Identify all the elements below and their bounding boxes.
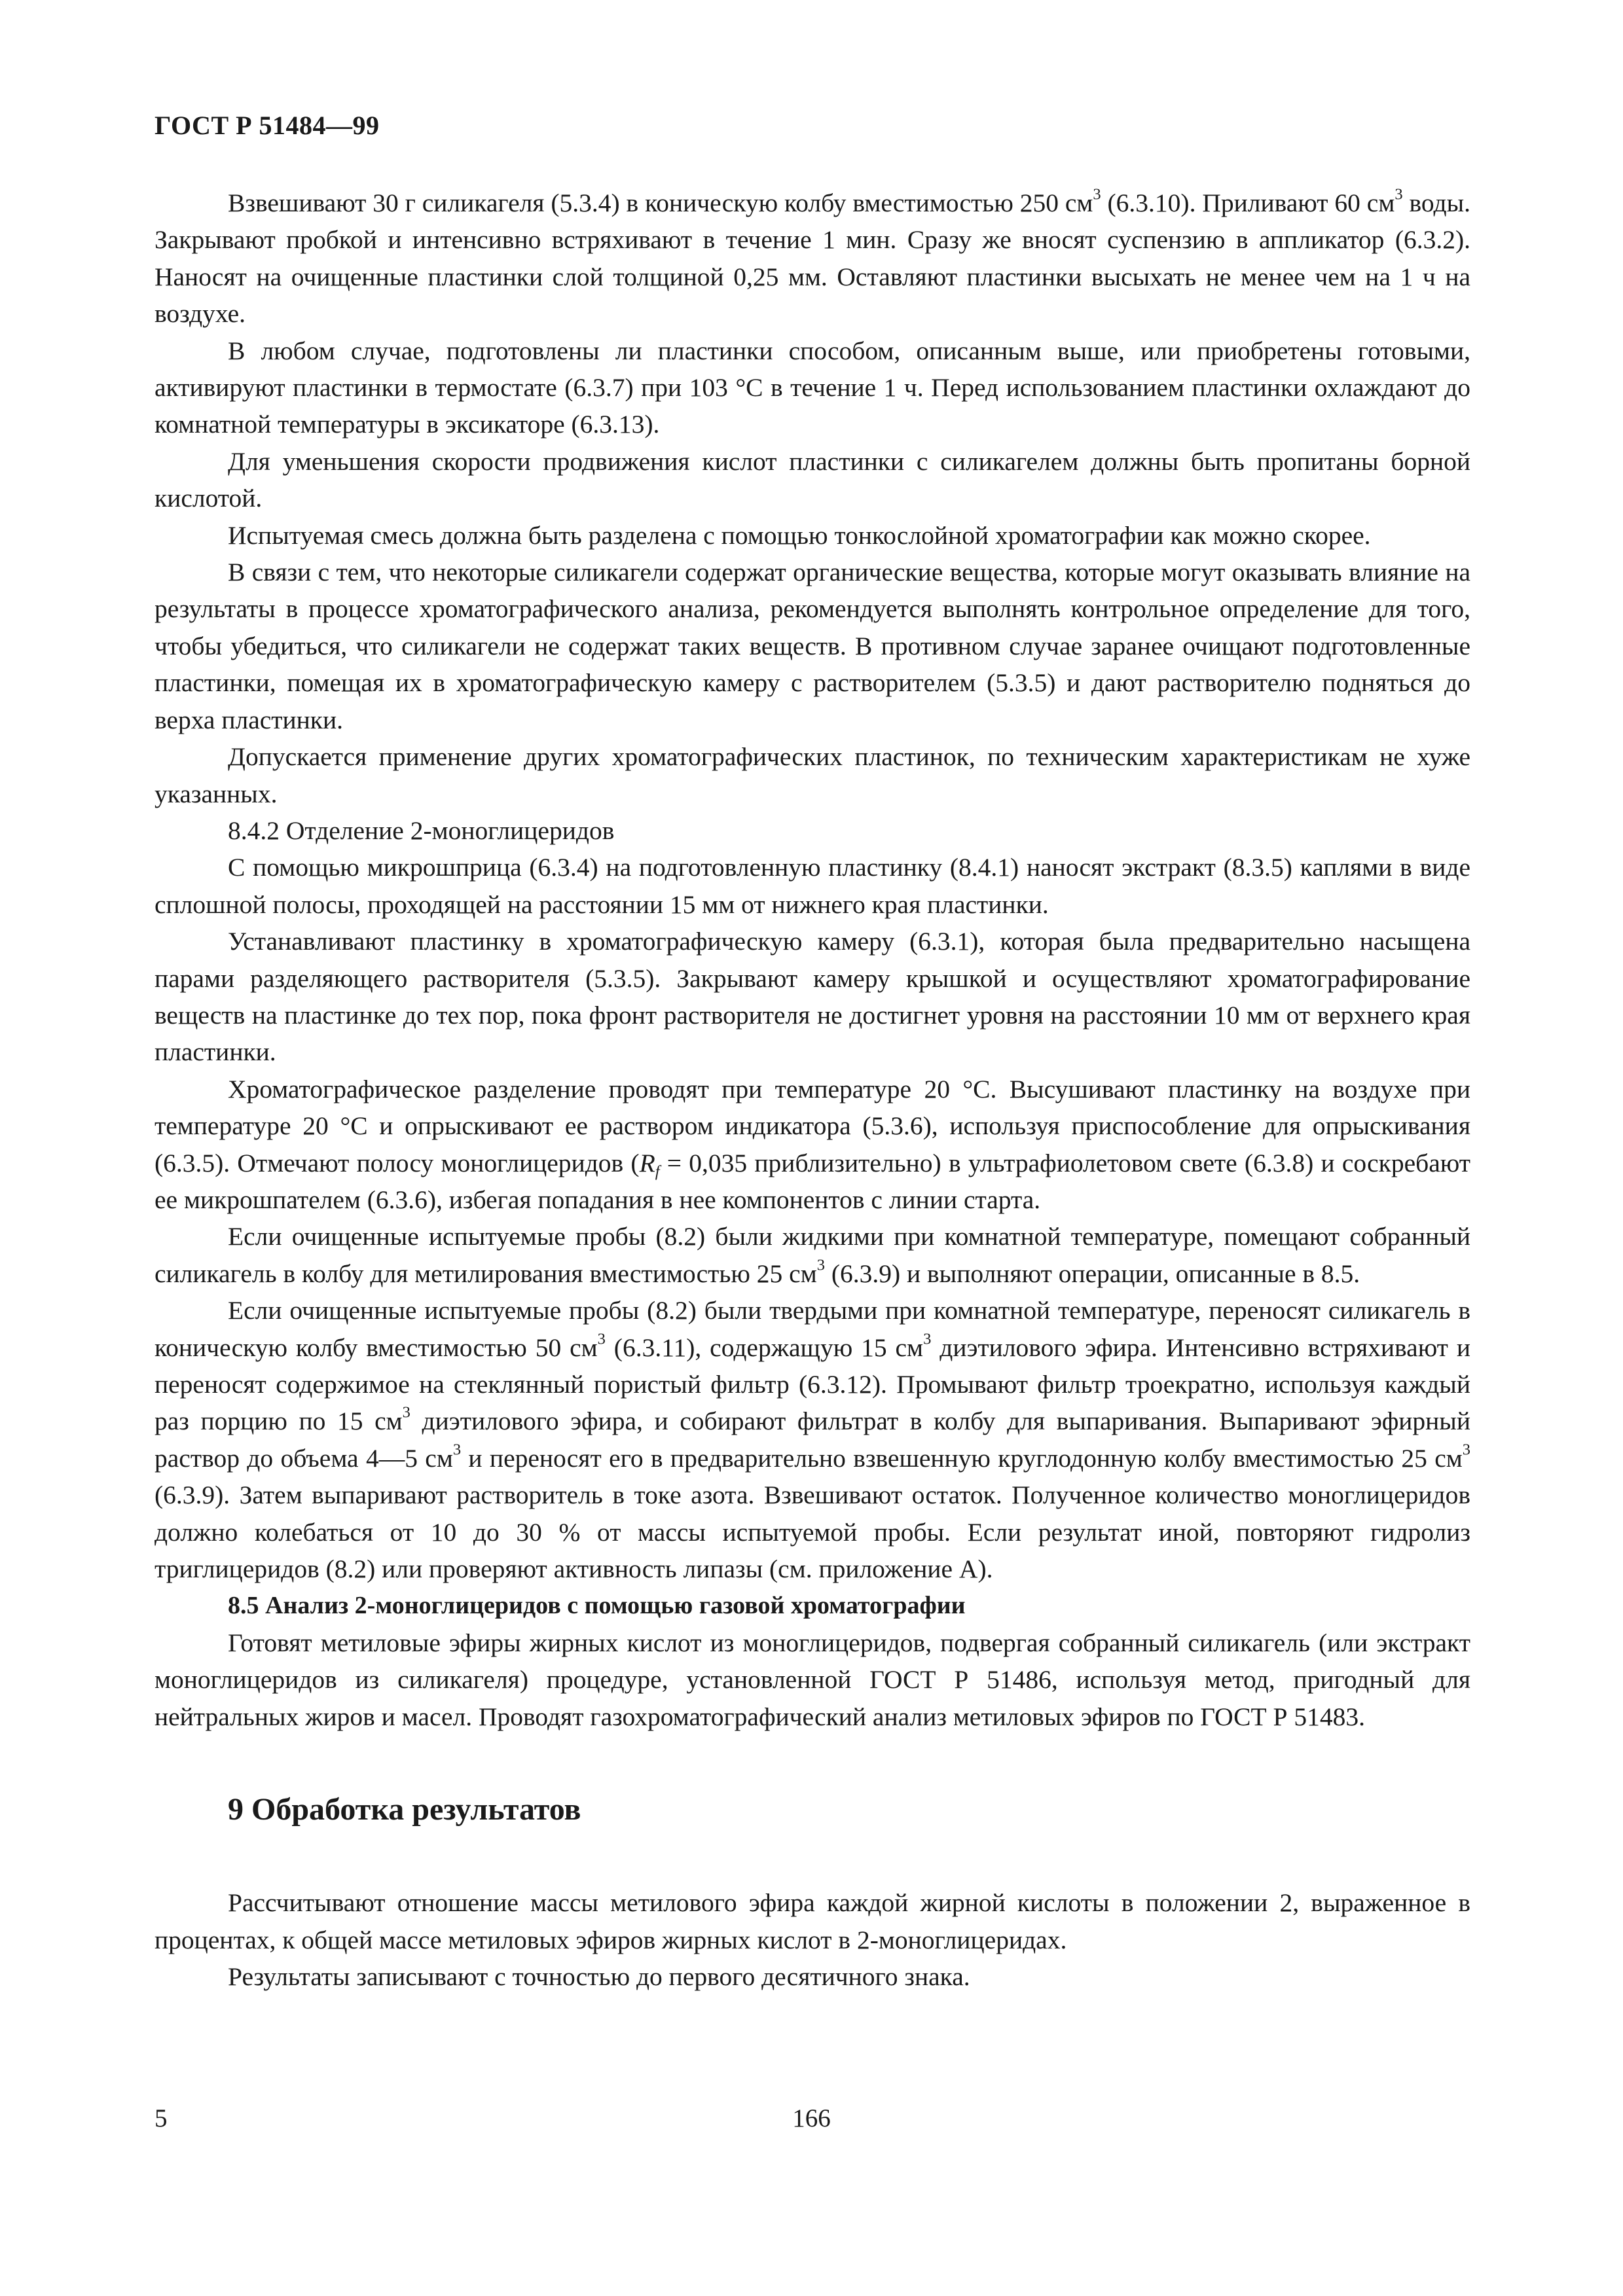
text-run: Хроматографическое разделение проводят при температуре 20 °С. Высушивают пластинку на воздухе при температуре 20 °С и опрыскивают ее раствором индикатора (5.3.6), используя приспособление для опрыскивания (6.3.5). Отмечают полосу моноглицеридов (: [155, 1074, 1470, 1177]
text-run: (6.3.10). Приливают 60 см: [1101, 188, 1395, 217]
paragraph: Рассчитывают отношение массы метилового эфира каждой жирной кислоты в положении 2, выраженное в процентах, к общей массе метиловых эфиров жирных кислот в 2-моноглицеридах.: [155, 1888, 1470, 1954]
paragraph: С помощью микрошприца (6.3.4) на подготовленную пластинку (8.4.1) наносят экстракт (8.3.5) каплями в виде сплошной полосы, проходящей на расстоянии 15 мм от нижнего края пластинки.: [155, 853, 1470, 919]
paragraph: В связи с тем, что некоторые силикагели содержат органические вещества, которые могут оказывать влияние на результаты в процессе хроматографического анализа, рекомендуется выполнять контрольное определение для того, чтобы убедиться, что силикагели не содержат таких веществ. В противном случае заранее очищают подготовленные пластинки, помещая их в хроматографическую камеру с растворителем (5.3.5) и дают растворителю подняться до верха пластинки.: [155, 558, 1470, 734]
rf-symbol: R: [639, 1148, 655, 1177]
paragraph: Испытуемая смесь должна быть разделена с помощью тонкослойной хроматографии как можно скорее.: [228, 520, 1371, 550]
superscript: 3: [597, 1330, 606, 1348]
text-run: (6.3.9). Затем выпаривают растворитель в токе азота. Взвешивают остаток. Полученное количество моноглицеридов должно колебаться от 10 до 30 % от массы испытуемой пробы. Если результат иной, повторяют гидролиз триглицеридов (8.2) или проверяют активность липазы (см. приложение А).: [155, 1480, 1470, 1584]
document-header: ГОСТ Р 51484—99: [155, 111, 380, 140]
page-number-center: 166: [792, 2104, 831, 2132]
subsection-heading-bold: 8.5 Анализ 2-моноглицеридов с помощью газовой хроматографии: [228, 1592, 966, 1620]
paragraph: Результаты записывают с точностью до первого десятичного знака.: [228, 1962, 970, 1992]
text-run: диэтилового эфира, и собирают фильтрат в колбу для выпаривания. Выпаривают эфирный раствор до объема 4—5 см: [155, 1407, 1470, 1473]
paragraph: [155, 1218, 1470, 1292]
text-run: диэтилового эфира. Интенсивно встряхивают и переносят содержимое на стеклянный пористый фильтр (6.3.12). Промывают фильтр троекратно, используя каждый раз порцию по 15 см: [155, 1333, 1470, 1436]
superscript: 3: [402, 1404, 410, 1422]
section-heading: 9 Обработка результатов: [228, 1792, 581, 1827]
superscript: 3: [816, 1256, 825, 1274]
text-run: воды. Закрывают пробкой и интенсивно встряхивают в течение 1 мин. Сразу же вносят суспензию в аппликатор (6.3.2). Наносят на очищенные пластинки слой толщиной 0,25 мм. Оставляют пластинки высыхать не менее чем на 1 ч на воздухе.: [155, 188, 1470, 329]
paragraph: [155, 1071, 1470, 1219]
text-run: (6.3.11), содержащую 15 см: [605, 1333, 924, 1362]
subsection-heading: 8.4.2 Отделение 2-моноглицеридов: [228, 816, 615, 845]
rf-subscript: f: [655, 1162, 660, 1180]
paragraph: Для уменьшения скорости продвижения кислот пластинки с силикагелем должны быть пропитаны борной кислотой.: [155, 446, 1470, 513]
paragraph: В любом случае, подготовлены ли пластинки способом, описанным выше, или приобретены готовыми, активируют пластинки в термостате (6.3.7) при 103 °С в течение 1 ч. Перед использованием пластинки охлаждают до комнатной температуры в эксикаторе (6.3.13).: [155, 336, 1470, 439]
superscript: 3: [1462, 1441, 1470, 1459]
superscript: 3: [452, 1441, 462, 1459]
paragraph: [155, 185, 1470, 332]
text-run: (6.3.9) и выполняют операции, описанные в 8.5.: [824, 1259, 1360, 1288]
paragraph: Допускается применение других хроматографических пластинок, по техническим характеристикам не хуже указанных.: [155, 742, 1470, 808]
text-run: Если очищенные испытуемые пробы (8.2) были жидкими при комнатной температуре, помещают собранный силикагель в колбу для метилирования вместимостью 25 см: [155, 1222, 1470, 1288]
superscript: 3: [1395, 185, 1403, 204]
text-run: = 0,035 приблизительно) в ультрафиолетовом свете (6.3.8) и соскребают ее микрошпателем (6.3.6), избегая попадания в нее компонентов с линии старта.: [155, 1148, 1470, 1214]
text-run: Взвешивают 30 г силикагеля (5.3.4) в коническую колбу вместимостью 250 см: [228, 188, 1093, 217]
paragraph: [155, 1292, 1470, 1587]
paragraph: Готовят метиловые эфиры жирных кислот из моноглицеридов, подвергая собранный силикагель (или экстракт моноглицеридов из силикагеля) процедуре, установленной ГОСТ Р 51486, используя метод, пригодный для нейтральных жиров и масел. Проводят газохроматографический анализ метиловых эфиров по ГОСТ Р 51483.: [155, 1628, 1470, 1731]
superscript: 3: [1093, 185, 1101, 204]
page-number-left: 5: [155, 2104, 168, 2132]
text-run: и переносят его в предварительно взвешенную круглодонную колбу вместимостью 25 см: [461, 1443, 1463, 1473]
document-body: [155, 185, 1470, 1996]
text-run: Если очищенные испытуемые пробы (8.2) были твердыми при комнатной температуре, переносят силикагель в коническую колбу вместимостью 50 см: [155, 1296, 1470, 1362]
paragraph: Устанавливают пластинку в хроматографическую камеру (6.3.1), которая была предварительно насыщена парами разделяющего растворителя (5.3.5). Закрывают камеру крышкой и осуществляют хроматографирование веществ на пластинке до тех пор, пока фронт растворителя не достигнет уровня на расстоянии 10 мм от верхнего края пластинки.: [155, 927, 1470, 1067]
superscript: 3: [923, 1330, 932, 1348]
